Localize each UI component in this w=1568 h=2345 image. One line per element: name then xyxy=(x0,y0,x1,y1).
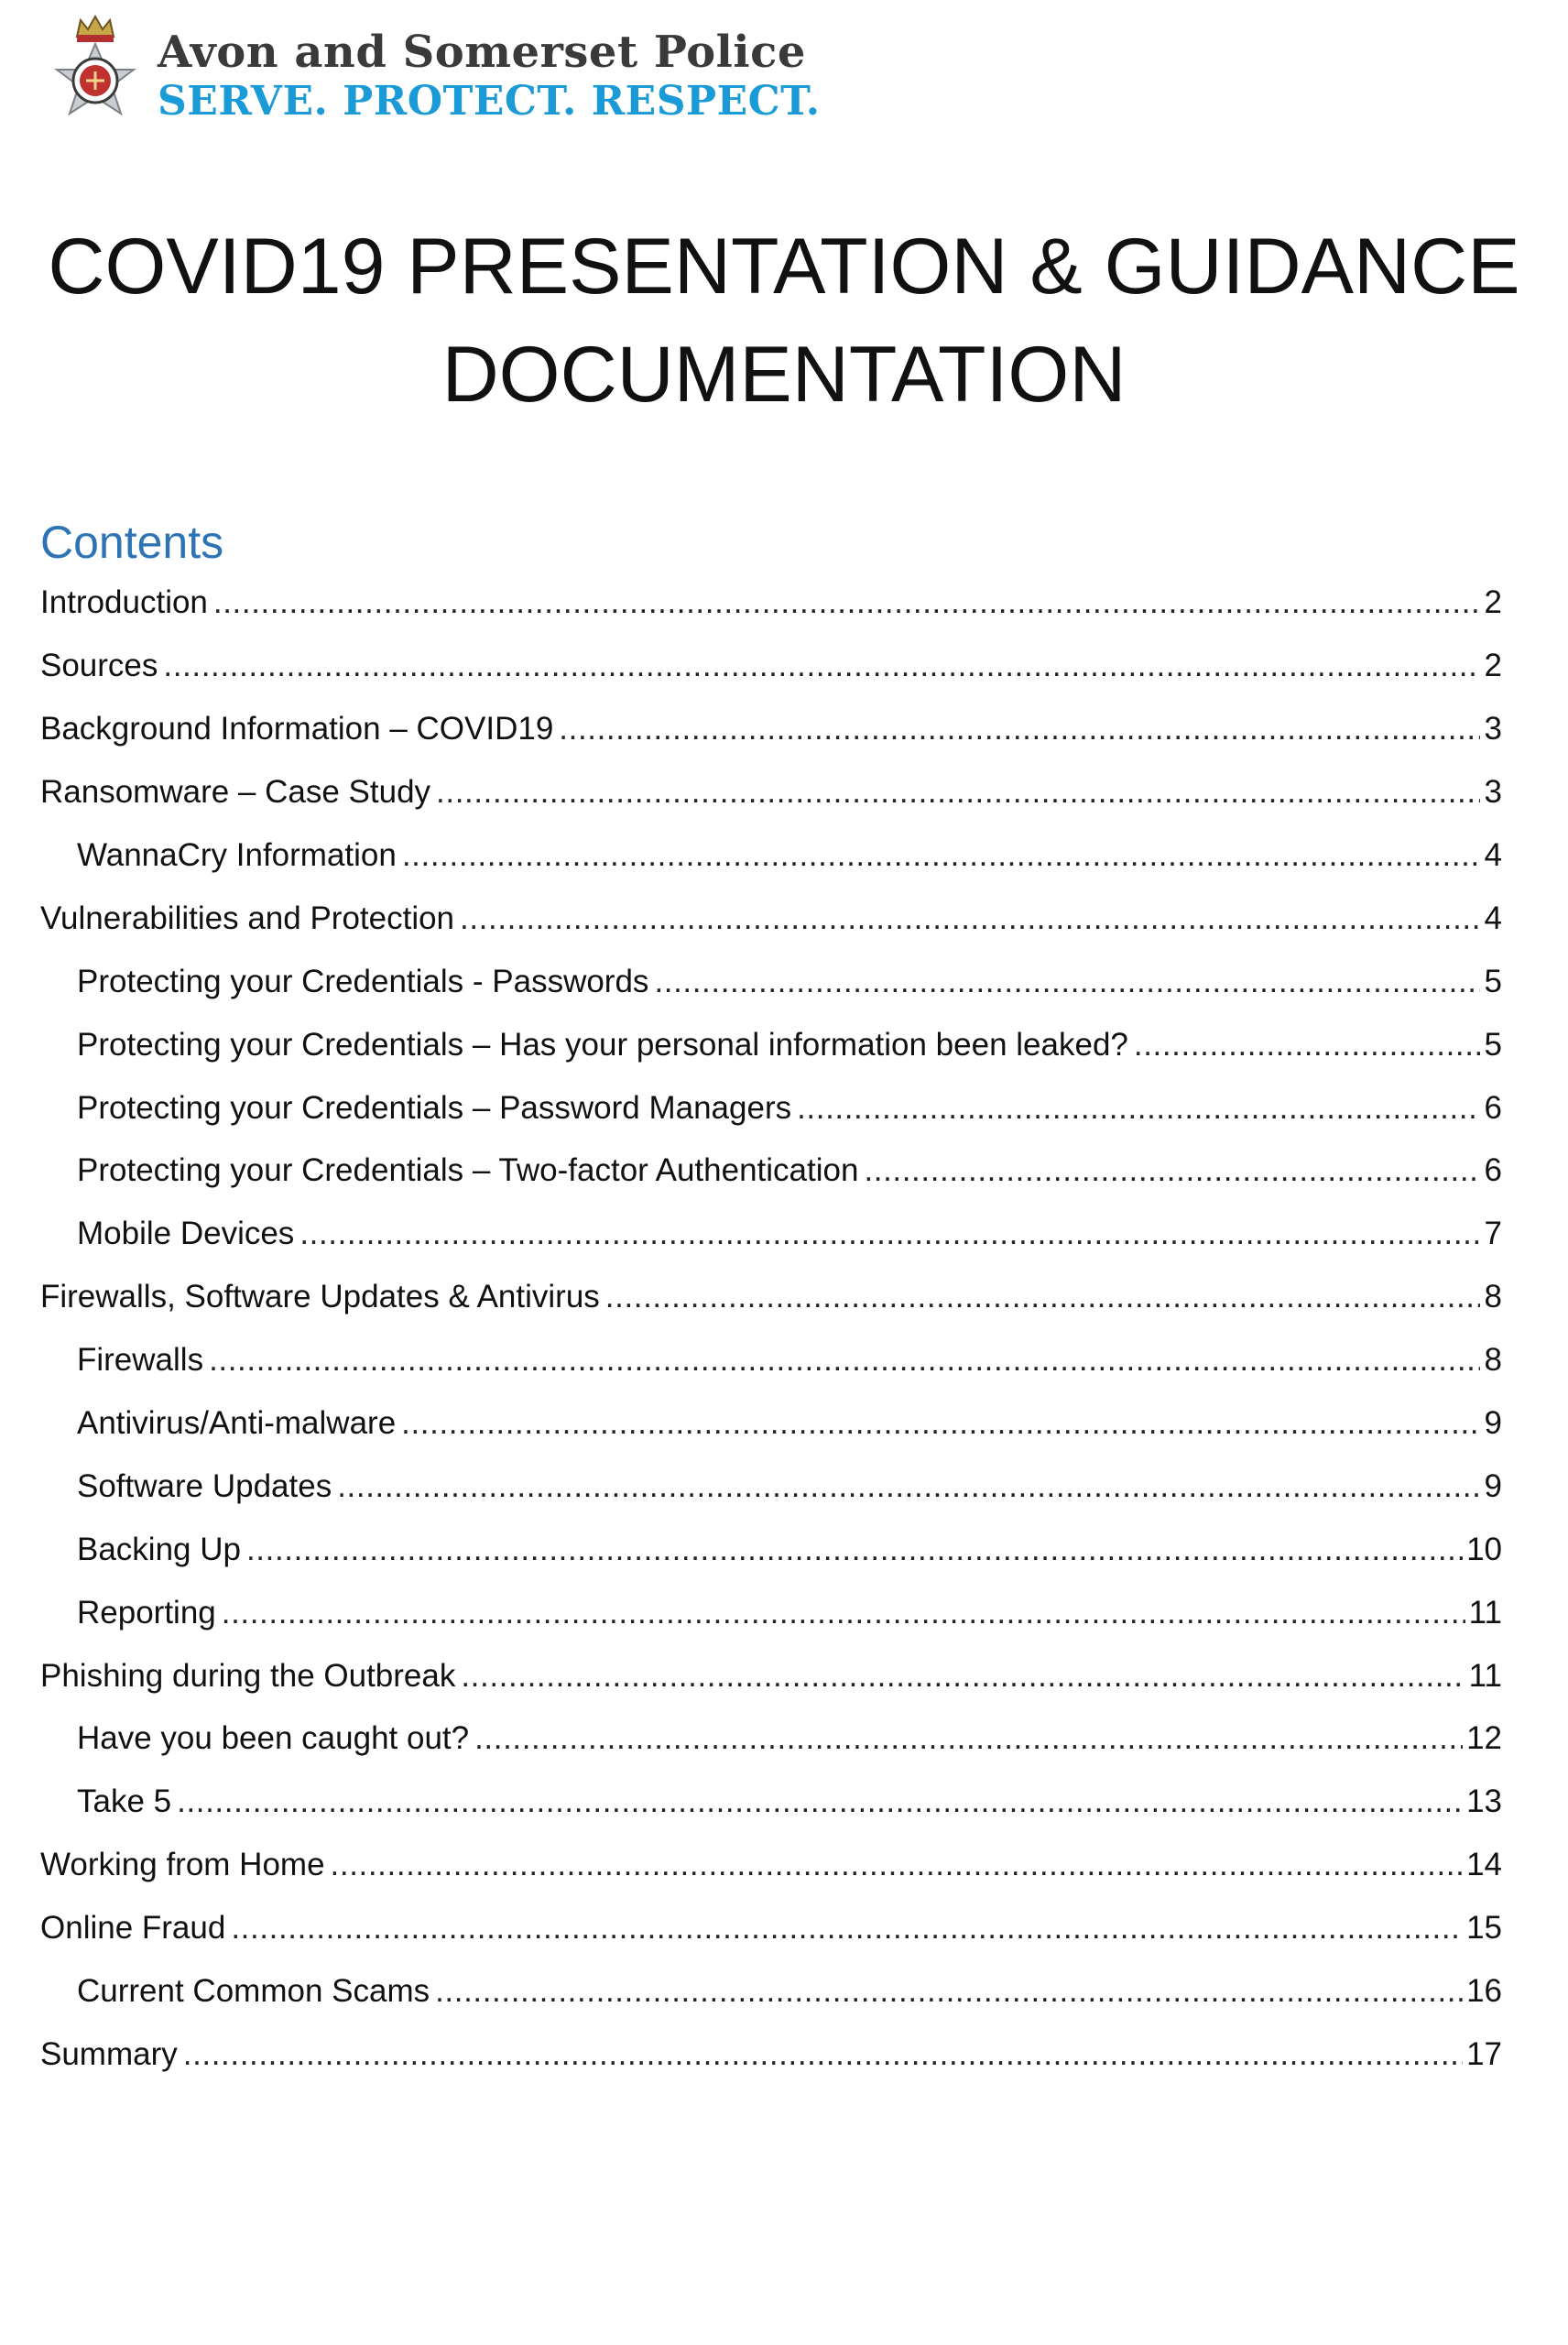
toc-entry-page-number: 11 xyxy=(1468,1657,1502,1694)
toc-entry[interactable] xyxy=(40,950,1502,1013)
toc-dot-leader xyxy=(864,1152,1480,1189)
toc-entry-label: Software Updates xyxy=(77,1467,332,1504)
document-title xyxy=(0,213,1568,429)
toc-entry-label: Summary xyxy=(40,2035,178,2072)
toc-entry-page-number: 6 xyxy=(1484,1089,1502,1126)
toc-dot-leader xyxy=(213,584,1480,621)
toc-entry[interactable] xyxy=(40,1329,1502,1392)
toc-entry-label: Phishing during the Outbreak xyxy=(40,1657,456,1694)
toc-entry[interactable] xyxy=(40,1518,1502,1581)
toc-entry-page-number: 3 xyxy=(1484,774,1502,811)
toc-entry-page-number: 16 xyxy=(1466,1973,1502,2010)
toc-entry-label: Protecting your Credentials - Passwords xyxy=(77,963,649,999)
toc-entry-page-number: 3 xyxy=(1484,711,1502,747)
toc-entry-page-number: 13 xyxy=(1466,1783,1502,1820)
toc-entry-page-number: 14 xyxy=(1466,1847,1502,1883)
toc-entry-label: WannaCry Information xyxy=(77,837,397,873)
toc-dot-leader xyxy=(474,1720,1463,1757)
toc-entry-label: Working from Home xyxy=(40,1847,325,1883)
toc-entry-label: Have you been caught out? xyxy=(77,1720,470,1757)
toc-dot-leader xyxy=(163,648,1480,684)
toc-dot-leader xyxy=(177,1783,1463,1820)
toc-entry-page-number: 4 xyxy=(1484,837,1502,873)
toc-entry[interactable] xyxy=(40,1140,1502,1203)
toc-dot-leader xyxy=(461,1658,1465,1695)
toc-entry-label: Online Fraud xyxy=(40,1910,226,1947)
toc-entry[interactable] xyxy=(40,698,1502,761)
toc-entry-page-number: 7 xyxy=(1484,1216,1502,1252)
toc-entry[interactable] xyxy=(40,887,1502,950)
page-header xyxy=(44,0,821,147)
toc-dot-leader xyxy=(222,1595,1465,1631)
toc-dot-leader xyxy=(231,1910,1463,1947)
police-crest-icon xyxy=(44,9,147,137)
toc-entry[interactable] xyxy=(40,1203,1502,1266)
toc-dot-leader xyxy=(183,2036,1463,2073)
toc-dot-leader xyxy=(337,1468,1480,1505)
toc-entry[interactable] xyxy=(40,572,1502,635)
toc-entry-page-number: 8 xyxy=(1484,1342,1502,1379)
toc-dot-leader xyxy=(435,1973,1463,2010)
toc-dot-leader xyxy=(1134,1027,1480,1063)
toc-entry-page-number: 5 xyxy=(1484,963,1502,999)
toc-entry-page-number: 8 xyxy=(1484,1279,1502,1315)
toc-dot-leader xyxy=(605,1279,1480,1315)
toc-entry-page-number: 10 xyxy=(1466,1531,1502,1567)
toc-entry-page-number: 15 xyxy=(1466,1910,1502,1947)
document-title-line-1: COVID19 PRESENTATION & GUIDANCE xyxy=(48,223,1520,311)
toc-entry[interactable] xyxy=(40,635,1502,698)
toc-dot-leader xyxy=(460,900,1480,937)
toc-entry[interactable] xyxy=(40,824,1502,888)
toc-entry-page-number: 2 xyxy=(1484,584,1502,621)
toc-entry[interactable] xyxy=(40,2023,1502,2086)
toc-entry-page-number: 17 xyxy=(1466,2035,1502,2072)
toc-dot-leader xyxy=(401,1405,1480,1442)
toc-entry-label: Protecting your Credentials – Has your personal information been leaked? xyxy=(77,1026,1128,1063)
toc-entry-page-number: 12 xyxy=(1466,1720,1502,1757)
toc-entry-label: Protecting your Credentials – Password Managers xyxy=(77,1089,792,1126)
toc-entry[interactable] xyxy=(40,761,1502,824)
document-title-line-2: DOCUMENTATION xyxy=(441,331,1127,419)
toc-entry-page-number: 5 xyxy=(1484,1026,1502,1063)
toc-entry-label: Background Information – COVID19 xyxy=(40,711,554,747)
toc-dot-leader xyxy=(299,1216,1480,1252)
toc-dot-leader xyxy=(246,1532,1463,1568)
toc-entry-label: Reporting xyxy=(77,1594,216,1631)
toc-dot-leader xyxy=(797,1090,1480,1127)
toc-entry[interactable] xyxy=(40,1455,1502,1518)
contents-heading: Contents xyxy=(40,517,224,568)
toc-entry-label: Vulnerabilities and Protection xyxy=(40,900,455,936)
toc-entry[interactable] xyxy=(40,1392,1502,1456)
toc-dot-leader xyxy=(436,774,1480,811)
toc-entry-label: Sources xyxy=(40,648,158,684)
toc-dot-leader xyxy=(209,1342,1480,1379)
organisation-name: Avon and Somerset Police xyxy=(158,27,806,78)
toc-entry-label: Antivirus/Anti-malware xyxy=(77,1405,397,1442)
toc-entry-label: Introduction xyxy=(40,584,208,621)
toc-entry[interactable] xyxy=(40,1771,1502,1834)
organisation-tagline: SERVE. PROTECT. RESPECT. xyxy=(158,78,821,125)
toc-entry-page-number: 6 xyxy=(1484,1152,1502,1189)
brand-block xyxy=(158,21,821,125)
toc-entry-page-number: 9 xyxy=(1484,1467,1502,1504)
toc-entry-label: Mobile Devices xyxy=(77,1216,295,1252)
toc-entry-label: Backing Up xyxy=(77,1531,241,1567)
toc-entry[interactable] xyxy=(40,1076,1502,1140)
toc-dot-leader xyxy=(559,711,1480,747)
toc-entry[interactable] xyxy=(40,1581,1502,1644)
toc-entry-label: Protecting your Credentials – Two-factor Authentication xyxy=(77,1152,859,1189)
toc-dot-leader xyxy=(402,837,1480,874)
toc-entry[interactable] xyxy=(40,1644,1502,1707)
toc-entry-page-number: 9 xyxy=(1484,1405,1502,1442)
toc-entry-label: Firewalls xyxy=(77,1342,204,1379)
toc-entry[interactable] xyxy=(40,1707,1502,1771)
toc-entry-label: Ransomware – Case Study xyxy=(40,774,431,811)
toc-entry-page-number: 11 xyxy=(1468,1594,1502,1631)
toc-dot-leader xyxy=(654,964,1480,1000)
toc-entry[interactable] xyxy=(40,1266,1502,1329)
table-of-contents xyxy=(40,572,1502,2086)
toc-entry-page-number: 2 xyxy=(1484,648,1502,684)
toc-entry[interactable] xyxy=(40,1834,1502,1897)
toc-entry[interactable] xyxy=(40,1013,1502,1076)
toc-dot-leader xyxy=(331,1847,1464,1883)
toc-entry-label: Take 5 xyxy=(77,1783,172,1820)
toc-entry[interactable] xyxy=(40,1960,1502,2023)
toc-entry[interactable] xyxy=(40,1897,1502,1960)
toc-entry-label: Current Common Scams xyxy=(77,1973,430,2010)
toc-entry-label: Firewalls, Software Updates & Antivirus xyxy=(40,1279,600,1315)
toc-entry-page-number: 4 xyxy=(1484,900,1502,936)
